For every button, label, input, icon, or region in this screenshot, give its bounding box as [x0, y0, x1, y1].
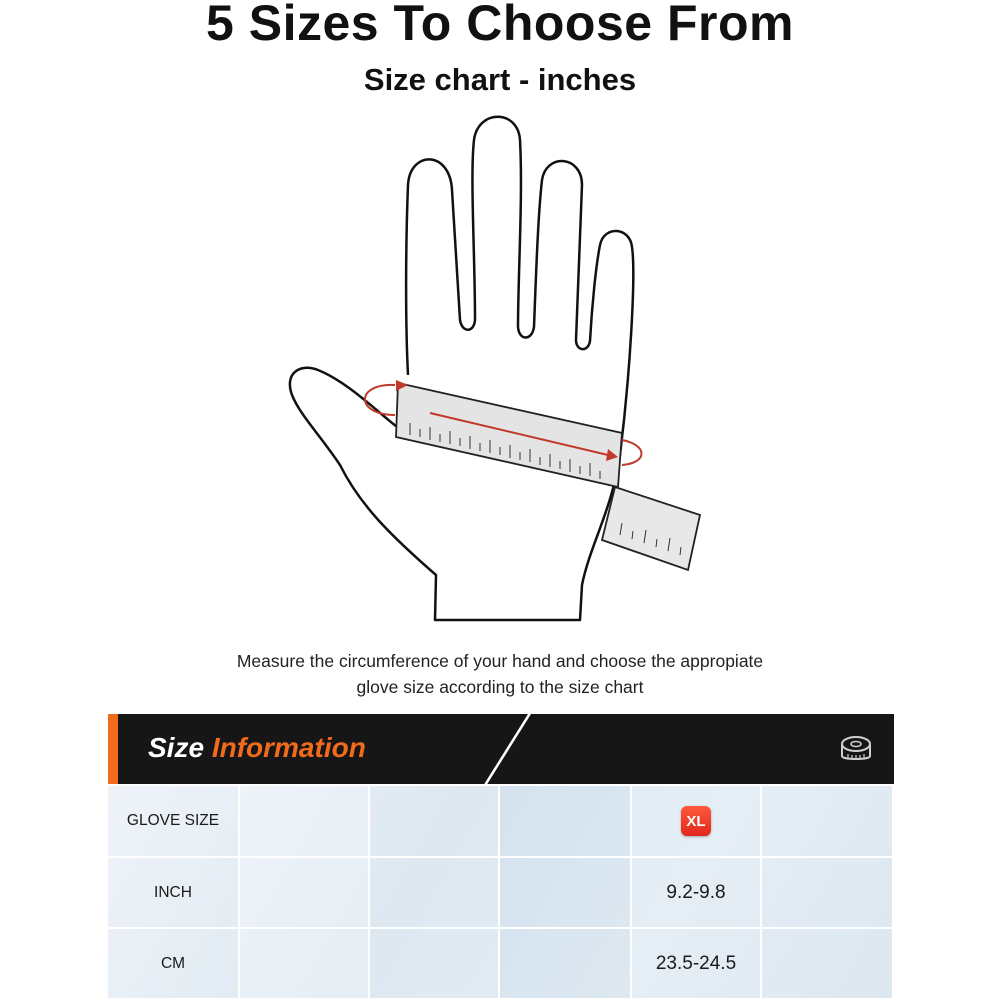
table-cell-empty	[500, 858, 632, 929]
table-cell-empty	[370, 929, 500, 1000]
table-cell-empty	[762, 858, 894, 929]
table-cell-empty	[370, 858, 500, 929]
table-cell-empty	[240, 786, 370, 858]
size-information-banner	[108, 714, 894, 784]
table-cell-empty	[500, 929, 632, 1000]
table-cell-inch-value: 9.2-9.8	[632, 858, 762, 929]
row-label-glove-size: GLOVE SIZE	[108, 786, 240, 858]
table-cell-empty	[240, 929, 370, 1000]
table-cell-empty	[762, 786, 894, 858]
row-label-inch: INCH	[108, 858, 240, 929]
instructions-line-1: Measure the circumference of your hand and choose the appropiate	[236, 651, 764, 671]
banner-title	[148, 732, 366, 764]
banner-accent-bar	[108, 714, 118, 784]
instructions-line-2: glove size according to the size chart	[356, 677, 644, 697]
page-title: 5 Sizes To Choose From	[206, 0, 794, 51]
instructions	[0, 648, 1000, 700]
table-cell-empty	[500, 786, 632, 858]
table-cell-empty	[370, 786, 500, 858]
table-cell-glove-size	[632, 786, 762, 858]
tape-measure-icon	[838, 734, 874, 766]
table-cell-empty	[762, 929, 894, 1000]
table-cell-cm-value: 23.5-24.5	[632, 929, 762, 1000]
banner-title-word-2: Information	[211, 732, 366, 763]
row-label-cm: CM	[108, 929, 240, 1000]
hand-measuring-tape-icon	[270, 115, 710, 635]
banner-divider	[478, 714, 531, 784]
table-cell-empty	[240, 858, 370, 929]
size-badge-xl: XL	[681, 806, 711, 836]
size-table	[108, 786, 894, 1000]
page-subtitle: Size chart - inches	[363, 62, 637, 97]
banner-title-word-1: Size	[148, 732, 205, 763]
